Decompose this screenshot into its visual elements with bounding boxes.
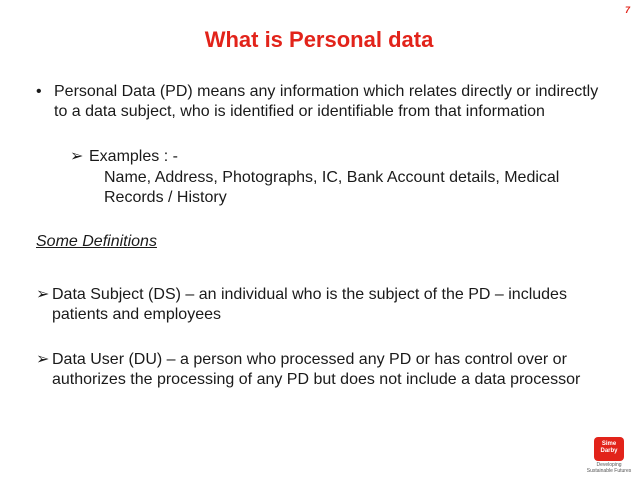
examples-detail-block [0, 168, 638, 208]
logo-tagline: Developing Sustainable Futures [586, 462, 632, 474]
definition-item [0, 350, 638, 410]
arrow-bullet-icon: ➢ [36, 351, 50, 368]
examples-detail: Name, Address, Photographs, IC, Bank Account details, Medical Records / History [104, 169, 560, 206]
slide-title: What is Personal data [204, 27, 434, 52]
examples-label: Examples : - [89, 148, 178, 165]
bullet-text: Personal Data (PD) means any information which relates directly or indirectly to a data subject, who is identified or identifiable from that information [54, 83, 599, 120]
bullet-personal-data [0, 82, 638, 142]
sime-darby-logo: Sime Darby [594, 437, 624, 461]
definitions-heading: Some Definitions [36, 233, 157, 250]
definition-text: Data User (DU) – a person who processed any PD or has control over or authorizes the processing of any PD but does not include a data processor [52, 351, 581, 388]
arrow-bullet-icon: ➢ [70, 148, 84, 165]
definition-text: Data Subject (DS) – an individual who is the subject of the PD – includes patients and employees [52, 286, 567, 323]
bullet-icon: • [36, 83, 42, 100]
examples-item [0, 147, 638, 167]
arrow-bullet-icon: ➢ [36, 286, 50, 303]
page-number: 7 [624, 5, 630, 15]
definition-item [0, 285, 638, 325]
